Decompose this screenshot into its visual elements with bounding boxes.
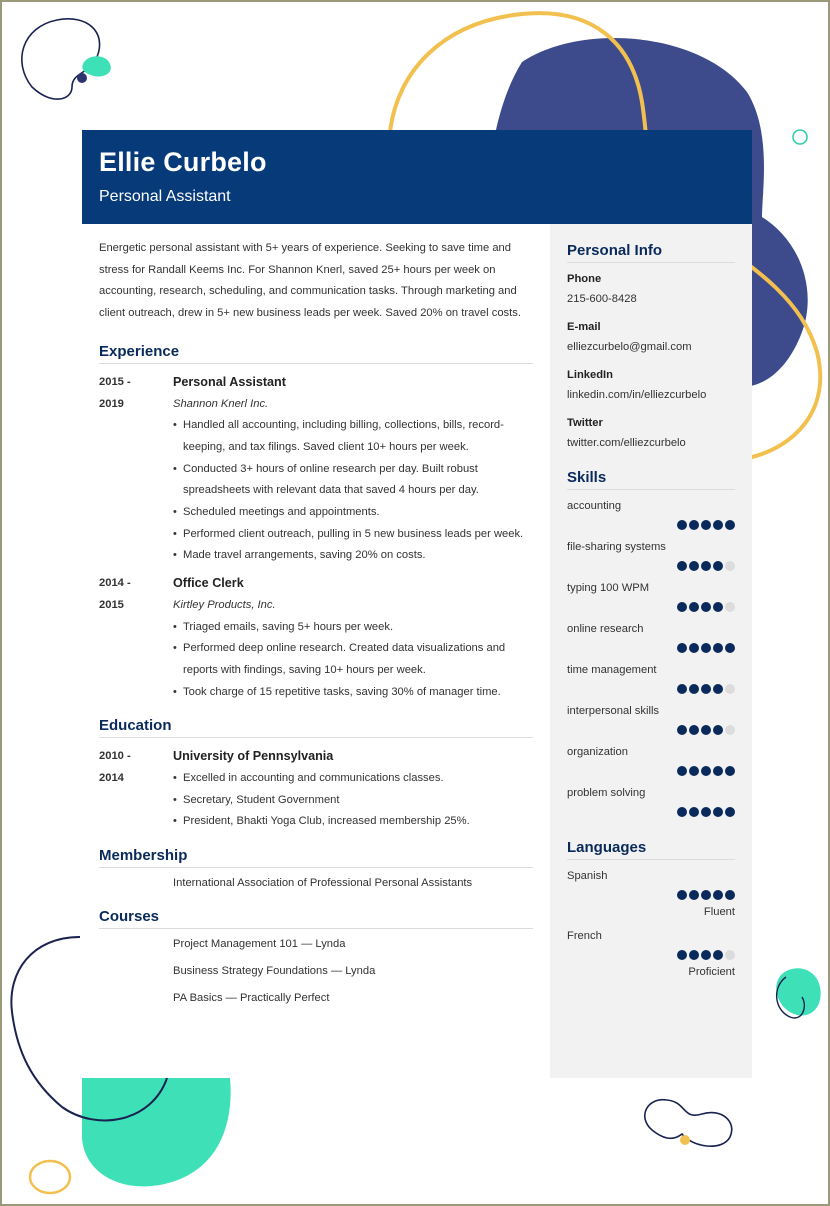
rating-dot: [701, 807, 711, 817]
personal-info-list: [567, 273, 735, 449]
education-dates: [99, 746, 173, 833]
skill-name: interpersonal skills: [567, 705, 660, 717]
experience-entry: [99, 573, 533, 703]
rating-dot: [689, 725, 699, 735]
education-date-start: 2010 -: [99, 750, 131, 763]
job-company: Kirtley Products, Inc.: [173, 598, 276, 611]
membership-heading: Membership: [99, 847, 533, 868]
language-level: Fluent: [703, 906, 735, 918]
course-item: Project Management 101 — Lynda: [173, 938, 346, 951]
skill-rating: [567, 766, 735, 776]
rating-dot: [713, 643, 723, 653]
rating-dot: [713, 725, 723, 735]
language-rating: [567, 950, 735, 960]
membership-list: [99, 870, 533, 897]
rating-dot: [689, 766, 699, 776]
info-label-twitter: Twitter: [567, 417, 603, 429]
job-title: Office Clerk: [173, 576, 244, 591]
skill-rating: [567, 725, 735, 735]
skill-name: file-sharing systems: [567, 541, 666, 553]
rating-dot: [701, 520, 711, 530]
rating-dot: [701, 950, 711, 960]
languages-list: [567, 870, 735, 978]
rating-dot: [677, 520, 687, 530]
teal-splash-decoration: [82, 56, 110, 76]
experience-dates: [99, 573, 173, 703]
rating-dot: [677, 890, 687, 900]
skill-name: typing 100 WPM: [567, 582, 650, 594]
job-bullets: [173, 415, 533, 567]
skill-name: problem solving: [567, 787, 646, 799]
rating-dot: [677, 602, 687, 612]
experience-date-end: 2019: [99, 397, 124, 410]
rating-dot: [689, 890, 699, 900]
skill-rating: [567, 520, 735, 530]
language-rating: [567, 890, 735, 900]
course-item: PA Basics — Practically Perfect: [173, 992, 330, 1005]
rating-dot: [725, 807, 735, 817]
experience-date-end: 2015: [99, 598, 124, 611]
experience-entry: [99, 372, 533, 567]
rating-dot: [725, 684, 735, 694]
courses-heading: Courses: [99, 908, 533, 929]
language-name: French: [567, 930, 602, 942]
sidebar: [550, 224, 752, 1078]
summary-text: Energetic personal assistant with 5+ years of experience. Seeking to save time and stress for Randall Keems Inc. For Shannon Knerl, saved 25+ hours per week on accounting, research, scheduling, and communication tasks. Through marketing and client outreach, drew in 5+ new business leads per week. Saved 20% on travel costs.: [99, 242, 521, 320]
personal-info-heading: Personal Info: [567, 242, 735, 263]
rating-dot: [725, 520, 735, 530]
rating-dot: [689, 950, 699, 960]
info-label-email: E-mail: [567, 321, 601, 333]
education-date-end: 2014: [99, 772, 124, 785]
courses-list: [99, 931, 533, 1012]
skills-heading: Skills: [567, 469, 735, 490]
main-column: [82, 224, 550, 1078]
rating-dot: [725, 561, 735, 571]
rating-dot: [677, 766, 687, 776]
rating-dot: [677, 807, 687, 817]
rating-dot: [677, 643, 687, 653]
experience-body: [173, 573, 533, 703]
education-bullet: • President, Bhakti Yoga Club, increased membership 25%.: [173, 811, 533, 833]
rating-dot: [701, 561, 711, 571]
rating-dot: [689, 520, 699, 530]
education-entry: [99, 746, 533, 833]
job-company: Shannon Knerl Inc.: [173, 397, 269, 410]
job-bullet: • Triaged emails, saving 5+ hours per week.: [173, 617, 533, 639]
rating-dot: [677, 684, 687, 694]
rating-dot: [689, 561, 699, 571]
resume-page: [82, 130, 752, 1078]
education-school: University of Pennsylvania: [173, 749, 334, 764]
rating-dot: [701, 766, 711, 776]
skill-rating: [567, 684, 735, 694]
job-bullet: • Handled all accounting, including billing, collections, bills, record-keeping, and tax filings. Saved client 10+ hours per week.: [173, 415, 533, 458]
experience-body: [173, 372, 533, 567]
info-value-twitter: twitter.com/elliezcurbelo: [567, 437, 686, 449]
experience-dates: [99, 372, 173, 567]
rating-dot: [713, 766, 723, 776]
experience-list: [99, 372, 533, 704]
skill-rating: [567, 602, 735, 612]
info-label-linkedin: LinkedIn: [567, 369, 613, 381]
education-heading: Education: [99, 717, 533, 738]
job-bullet: • Took charge of 15 repetitive tasks, saving 30% of manager time.: [173, 682, 533, 704]
rating-dot: [713, 561, 723, 571]
rating-dot: [701, 890, 711, 900]
skill-rating: [567, 807, 735, 817]
job-bullet: • Performed client outreach, pulling in 5 new business leads per week.: [173, 524, 533, 546]
navy-dot-decoration: [77, 73, 87, 83]
rating-dot: [713, 684, 723, 694]
rating-dot: [689, 602, 699, 612]
rating-dot: [677, 725, 687, 735]
rating-dot: [725, 766, 735, 776]
education-bullets: [173, 768, 533, 833]
rating-dot: [725, 890, 735, 900]
job-bullet: • Conducted 3+ hours of online research per day. Built robust spreadsheets with relevant data that saved 4 hours per day.: [173, 459, 533, 502]
experience-heading: Experience: [99, 343, 533, 364]
rating-dot: [725, 643, 735, 653]
rating-dot: [713, 950, 723, 960]
gold-dot-decoration: [680, 1135, 690, 1145]
info-value-email: elliezcurbelo@gmail.com: [567, 341, 692, 353]
language-name: Spanish: [567, 870, 608, 882]
rating-dot: [725, 950, 735, 960]
education-bullet: • Secretary, Student Government: [173, 790, 533, 812]
skill-name: online research: [567, 623, 644, 635]
skill-name: time management: [567, 664, 657, 676]
rating-dot: [677, 561, 687, 571]
rating-dot: [689, 807, 699, 817]
teal-blob-decoration: [82, 1078, 231, 1186]
skill-name: accounting: [567, 500, 622, 512]
rating-dot: [713, 807, 723, 817]
experience-date-start: 2015 -: [99, 375, 131, 388]
job-bullet: • Performed deep online research. Created data visualizations and reports with findings, saving 10+ hours per week.: [173, 638, 533, 681]
rating-dot: [701, 643, 711, 653]
skills-list: [567, 500, 735, 817]
resume-header: [82, 130, 752, 224]
info-value-phone: 215-600-8428: [567, 293, 637, 305]
education-bullet: • Excelled in accounting and communications classes.: [173, 768, 533, 790]
gold-ring-decoration: [30, 1161, 70, 1193]
rating-dot: [701, 684, 711, 694]
rating-dot: [701, 725, 711, 735]
candidate-role: Personal Assistant: [99, 188, 231, 205]
job-bullets: [173, 617, 533, 704]
membership-item: International Association of Professional Personal Assistants: [173, 877, 473, 890]
rating-dot: [725, 725, 735, 735]
languages-heading: Languages: [567, 839, 735, 860]
job-bullet: • Scheduled meetings and appointments.: [173, 502, 533, 524]
experience-date-start: 2014 -: [99, 577, 131, 590]
rating-dot: [677, 950, 687, 960]
rating-dot: [725, 602, 735, 612]
course-item: Business Strategy Foundations — Lynda: [173, 965, 376, 978]
rating-dot: [689, 643, 699, 653]
rating-dot: [713, 520, 723, 530]
skill-name: organization: [567, 746, 628, 758]
skill-rating: [567, 643, 735, 653]
rating-dot: [701, 602, 711, 612]
language-level: Proficient: [688, 966, 735, 978]
job-title: Personal Assistant: [173, 374, 286, 389]
teal-ring-decoration: [793, 130, 807, 144]
rating-dot: [713, 602, 723, 612]
info-value-linkedin: linkedin.com/in/elliezcurbelo: [567, 389, 707, 401]
candidate-name: Ellie Curbelo: [99, 147, 267, 177]
teal-small-blob-decoration: [776, 968, 820, 1015]
job-bullet: • Made travel arrangements, saving 20% on costs.: [173, 545, 533, 567]
rating-dot: [713, 890, 723, 900]
info-label-phone: Phone: [567, 273, 602, 285]
rating-dot: [689, 684, 699, 694]
education-body: [173, 746, 533, 833]
skill-rating: [567, 561, 735, 571]
